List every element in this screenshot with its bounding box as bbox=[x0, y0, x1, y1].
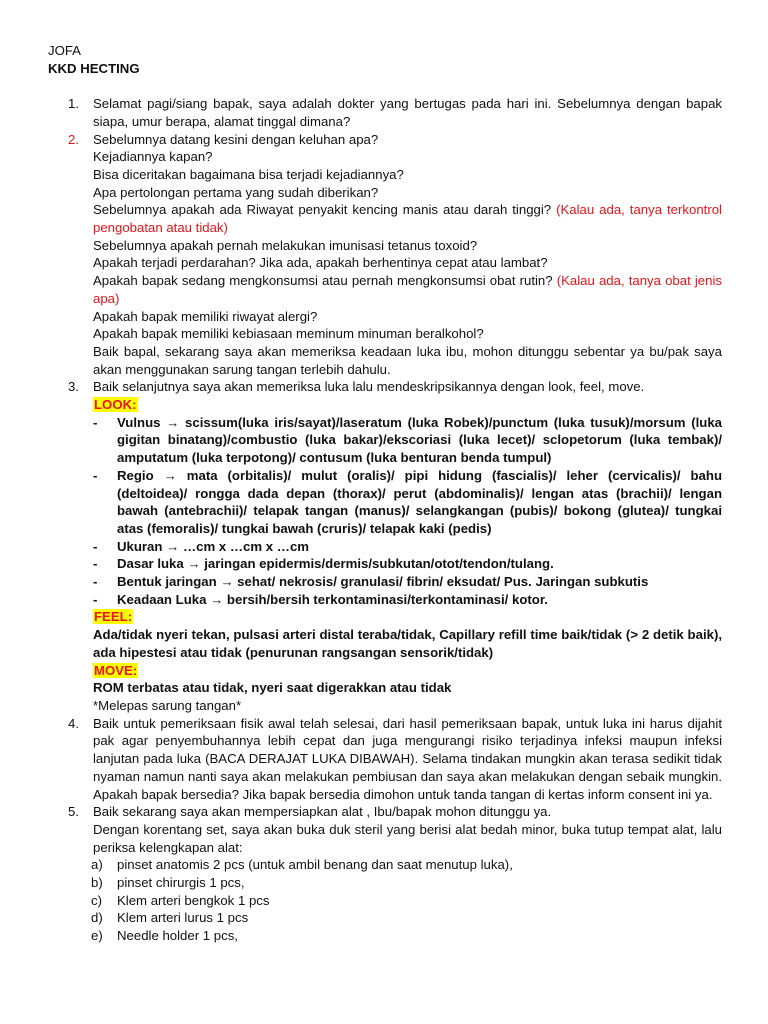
look-item bbox=[48, 591, 722, 609]
tool-item bbox=[48, 927, 722, 945]
look-item bbox=[48, 573, 722, 591]
look-list bbox=[48, 414, 722, 609]
item-number: 1. bbox=[68, 96, 79, 112]
look-text: Bentuk jaringan → sehat/ nekrosis/ granulasi/ fibrin/ eksudat/ Pus. Jaringan subkutis bbox=[117, 574, 649, 590]
red-note: (Kalau ada, tanya obat jenis apa) bbox=[93, 273, 723, 306]
look-item bbox=[48, 467, 722, 538]
dash-bullet: - bbox=[93, 467, 98, 483]
feel-heading bbox=[93, 608, 722, 626]
dash-bullet: - bbox=[93, 591, 98, 607]
dash-bullet: - bbox=[93, 414, 98, 430]
question-line bbox=[93, 201, 722, 236]
question-line: Kejadiannya kapan? bbox=[93, 149, 213, 165]
question-line: Apakah terjadi perdarahan? Jika ada, apakah berhentinya cepat atau lambat? bbox=[93, 255, 548, 271]
tool-item bbox=[48, 856, 722, 874]
tool-item bbox=[48, 909, 722, 927]
tool-text: pinset chirurgis 1 pcs, bbox=[117, 875, 245, 891]
look-text: Keadaan Luka → bersih/bersih terkontaminasi/terkontaminasi/ kotor. bbox=[117, 591, 548, 607]
dash-bullet: - bbox=[93, 574, 98, 590]
look-text: Dasar luka → jaringan epidermis/dermis/subkutan/otot/tendon/tulang. bbox=[117, 556, 554, 572]
tool-text: Klem arteri lurus 1 pcs bbox=[117, 910, 249, 926]
item-text: Selamat pagi/siang bapak, saya adalah dokter yang bertugas pada hari ini. Sebelumnya dengan bapak siapa, umur berapa, alamat tinggal dimana? bbox=[93, 96, 722, 129]
dash-bullet: - bbox=[93, 556, 98, 572]
list-item-1 bbox=[48, 95, 722, 130]
list-item-4 bbox=[48, 715, 722, 804]
item-number: 4. bbox=[68, 715, 79, 731]
question-line: Apakah bapak memiliki riwayat alergi? bbox=[93, 308, 318, 324]
item-text: Baik untuk pemeriksaan fisik awal telah selesai, dari hasil pemeriksaan bapak, untuk luka ini harus dijahit pak agar penyembuhannya lebih cepat dan juga mengurangi risiko terjadinya infeksi maupun infeksi lanjutan pada luka (BACA DERAJAT LUKA DIBAWAH). Selama tindakan mungkin akan terasa sedikit tidak nyaman namun nanti saya akan melakukan pembiusan dan saya akan melakukan dengan sebaik mungkin. Apakah bapak bersedia? Jika bapak bersedia dimohon untuk tanda tangan di kertas inform consent ini ya. bbox=[93, 715, 722, 802]
item-text: Dengan korentang set, saya akan buka duk steril yang berisi alat bedah minor, buka tutup tempat alat, lalu periksa kelengkapan alat: bbox=[93, 821, 722, 855]
author-name: JOFA bbox=[48, 43, 81, 58]
feel-text: Ada/tidak nyeri tekan, pulsasi arteri distal teraba/tidak, Capillary refill time baik/tidak (> 2 detik baik), ada hipestesi atau tidak (penurunan rangsangan sensorik/tidak) bbox=[93, 627, 722, 660]
question-line: Sebelumnya apakah pernah melakukan imunisasi tetanus toxoid? bbox=[93, 237, 478, 253]
tool-text: Klem arteri bengkok 1 pcs bbox=[117, 892, 270, 908]
question-line: Sebelumnya datang kesini dengan keluhan apa? bbox=[93, 131, 379, 147]
question-line: Baik bapal, sekarang saya akan memeriksa keadaan luka ibu, mohon ditunggu sebentar ya bu/pak saya akan menggunakan sarung tangan terlebih dahulu. bbox=[93, 343, 722, 377]
look-item bbox=[48, 555, 722, 573]
look-text: Ukuran → …cm x …cm x …cm bbox=[117, 538, 310, 554]
move-text: ROM terbatas atau tidak, nyeri saat digerakkan atau tidak bbox=[93, 680, 452, 696]
item-text: Baik sekarang saya akan mempersiapkan alat , Ibu/bapak mohon ditunggu ya. bbox=[93, 804, 552, 820]
list-item-5 bbox=[48, 803, 722, 945]
tool-item bbox=[48, 874, 722, 892]
feel-label: FEEL: bbox=[94, 609, 133, 625]
look-item bbox=[48, 538, 722, 556]
document-title: KKD HECTING bbox=[48, 60, 140, 76]
dash-bullet: - bbox=[93, 538, 98, 554]
item-intro: Baik selanjutnya saya akan memeriksa luka lalu mendeskripsikannya dengan look, feel, move. bbox=[93, 379, 645, 395]
question-line: Apa pertolongan pertama yang sudah diberikan? bbox=[93, 184, 379, 200]
question-line: Apakah bapak memiliki kebiasaan meminum minuman beralkohol? bbox=[93, 326, 484, 342]
look-label: LOOK: bbox=[94, 397, 137, 413]
tool-letter: e) bbox=[91, 928, 103, 944]
question-line: Bisa diceritakan bagaimana bisa terjadi kejadiannya? bbox=[93, 166, 404, 182]
look-heading bbox=[93, 396, 722, 414]
tool-letter: b) bbox=[91, 875, 103, 891]
list-item-3 bbox=[48, 378, 722, 714]
tool-text: pinset anatomis 2 pcs (untuk ambil benang dan saat menutup luka), bbox=[117, 857, 513, 873]
look-text: Vulnus → scissum(luka iris/sayat)/laseratum (luka Robek)/punctum (luka tusuk)/morsum (luka gigitan binatang)/combustio (luka bakar)/ekscoriasi (luka lecet)/ sclopetorum (luka tembak)/ amputatum (luka terpotong)/ contusum (luka benturan benda tumpul) bbox=[117, 414, 722, 466]
question-line bbox=[93, 272, 722, 307]
tool-text: Needle holder 1 pcs, bbox=[117, 928, 238, 944]
main-list bbox=[48, 95, 722, 945]
item-number: 2. bbox=[68, 131, 79, 147]
move-label: MOVE: bbox=[94, 662, 138, 678]
move-heading bbox=[93, 662, 722, 680]
red-note: (Kalau ada, tanya terkontrol pengobatan atau tidak) bbox=[93, 202, 722, 236]
tool-letter: a) bbox=[91, 857, 103, 873]
glove-note: *Melepas sarung tangan* bbox=[93, 698, 242, 713]
item-number: 3. bbox=[68, 379, 79, 395]
look-item bbox=[48, 414, 722, 467]
item-number: 5. bbox=[68, 804, 79, 820]
look-text: Regio → mata (orbitalis)/ mulut (oralis)/ pipi hidung (fascialis)/ leher (cervicalis)/ bahu (deltoidea)/ rongga dada depan (thorax)/ perut (abdominalis)/ lengan atas (brachii)/ lengan bawah (antebrachii)/ telapak tangan (manus)/ selangkangan (pubis)/ bokong (glutea)/ tungkai atas (femoralis)/ tungkai bawah (cruris)/ telapak kaki (pedis) bbox=[117, 467, 722, 536]
tool-letter: d) bbox=[91, 910, 103, 926]
tool-letter: c) bbox=[91, 892, 102, 908]
tools-list bbox=[93, 856, 722, 945]
tool-item bbox=[48, 892, 722, 910]
question-text: Sebelumnya apakah ada Riwayat penyakit kencing manis atau darah tinggi? bbox=[93, 202, 552, 218]
list-item-2 bbox=[48, 131, 722, 379]
question-text: Apakah bapak sedang mengkonsumsi atau pernah mengkonsumsi obat rutin? bbox=[93, 273, 553, 289]
